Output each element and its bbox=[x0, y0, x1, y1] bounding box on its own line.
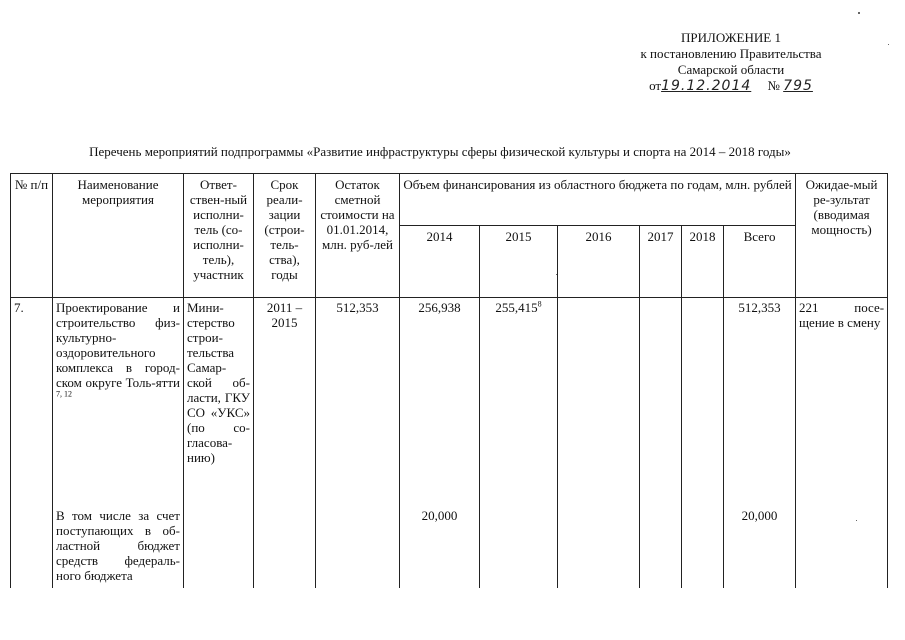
handwritten-date: 19.12.2014 bbox=[661, 78, 752, 94]
handwritten-number: 795 bbox=[783, 78, 813, 94]
appendix-header bbox=[600, 30, 862, 94]
table-row bbox=[11, 488, 888, 588]
col-header-term: Срок реали-зации (строи-тель-ства), годы bbox=[254, 174, 316, 298]
row-responsible bbox=[184, 488, 254, 588]
row-2017 bbox=[640, 488, 682, 588]
row-remainder bbox=[316, 488, 400, 588]
measures-table bbox=[10, 173, 888, 588]
row-2016 bbox=[558, 298, 640, 488]
scan-speck bbox=[858, 12, 860, 14]
row-name bbox=[53, 298, 184, 488]
row-2018 bbox=[682, 488, 724, 588]
page-title: Перечень мероприятий подпрограммы «Развитие инфраструктуры сферы физической культуры и спорта на 2014 – 2018 годы» bbox=[89, 144, 791, 159]
col-header-year: 2014 bbox=[400, 226, 480, 298]
table-header-row bbox=[11, 174, 888, 226]
table-row bbox=[11, 298, 888, 488]
row-term bbox=[254, 488, 316, 588]
row-2017 bbox=[640, 298, 682, 488]
row-responsible: Мини-стерство строи-тельства Самар-ской об-ласти, ГКУ СО «УКС» (по со-гласова-нию) bbox=[184, 298, 254, 488]
col-header-name: Наименование мероприятия bbox=[53, 174, 184, 298]
row-name: В том числе за счет поступающих в об-ластной бюджет средств федераль-ного бюджета bbox=[53, 488, 184, 588]
footnote-ref: 8 bbox=[537, 299, 542, 309]
row-2015-value: 255,415 bbox=[495, 300, 538, 315]
row-number bbox=[11, 488, 53, 588]
row-remainder: 512,353 bbox=[316, 298, 400, 488]
number-prefix: № bbox=[767, 78, 780, 93]
footnote-ref: 7, 12 bbox=[56, 389, 72, 399]
row-2016 bbox=[558, 488, 640, 588]
appendix-title: ПРИЛОЖЕНИЕ 1 bbox=[681, 30, 781, 45]
col-header-funding: Объем финансирования из областного бюджета по годам, млн. рублей bbox=[400, 174, 796, 226]
row-number: 7. bbox=[11, 298, 53, 488]
row-name-text: Проектирование и строительство физ-культурно-оздоровительного комплекса в город-ском округе Толь-ятти bbox=[56, 300, 180, 390]
scan-speck bbox=[888, 44, 889, 45]
col-header-responsible: Ответ-ствен-ный исполни-тель (со-исполни-тель), участник bbox=[184, 174, 254, 298]
row-2014: 256,938 bbox=[400, 298, 480, 488]
row-total: 20,000 bbox=[724, 488, 796, 588]
appendix-region: Самарской области bbox=[677, 62, 785, 77]
row-2015 bbox=[480, 488, 558, 588]
appendix-subtitle: к постановлению Правительства bbox=[640, 46, 822, 61]
col-header-remainder: Остаток сметной стоимости на 01.01.2014, млн. руб-лей bbox=[316, 174, 400, 298]
col-header-year: 2017 bbox=[640, 226, 682, 298]
col-header-number: № п/п bbox=[11, 174, 53, 298]
date-number-line bbox=[600, 78, 862, 94]
col-header-year: 2015 bbox=[480, 226, 558, 298]
col-header-year: 2016 bbox=[558, 226, 640, 298]
col-header-total: Всего bbox=[724, 226, 796, 298]
row-term: 2011 – 2015 bbox=[254, 298, 316, 488]
row-total: 512,353 bbox=[724, 298, 796, 488]
row-2015 bbox=[480, 298, 558, 488]
row-2014: 20,000 bbox=[400, 488, 480, 588]
row-result: 221 посе-щение в смену bbox=[796, 298, 888, 488]
col-header-year: 2018 bbox=[682, 226, 724, 298]
row-2018 bbox=[682, 298, 724, 488]
date-prefix: от bbox=[649, 78, 662, 93]
col-header-result: Ожидае-мый ре-зультат (вводимая мощность) bbox=[796, 174, 888, 298]
row-result bbox=[796, 488, 888, 588]
